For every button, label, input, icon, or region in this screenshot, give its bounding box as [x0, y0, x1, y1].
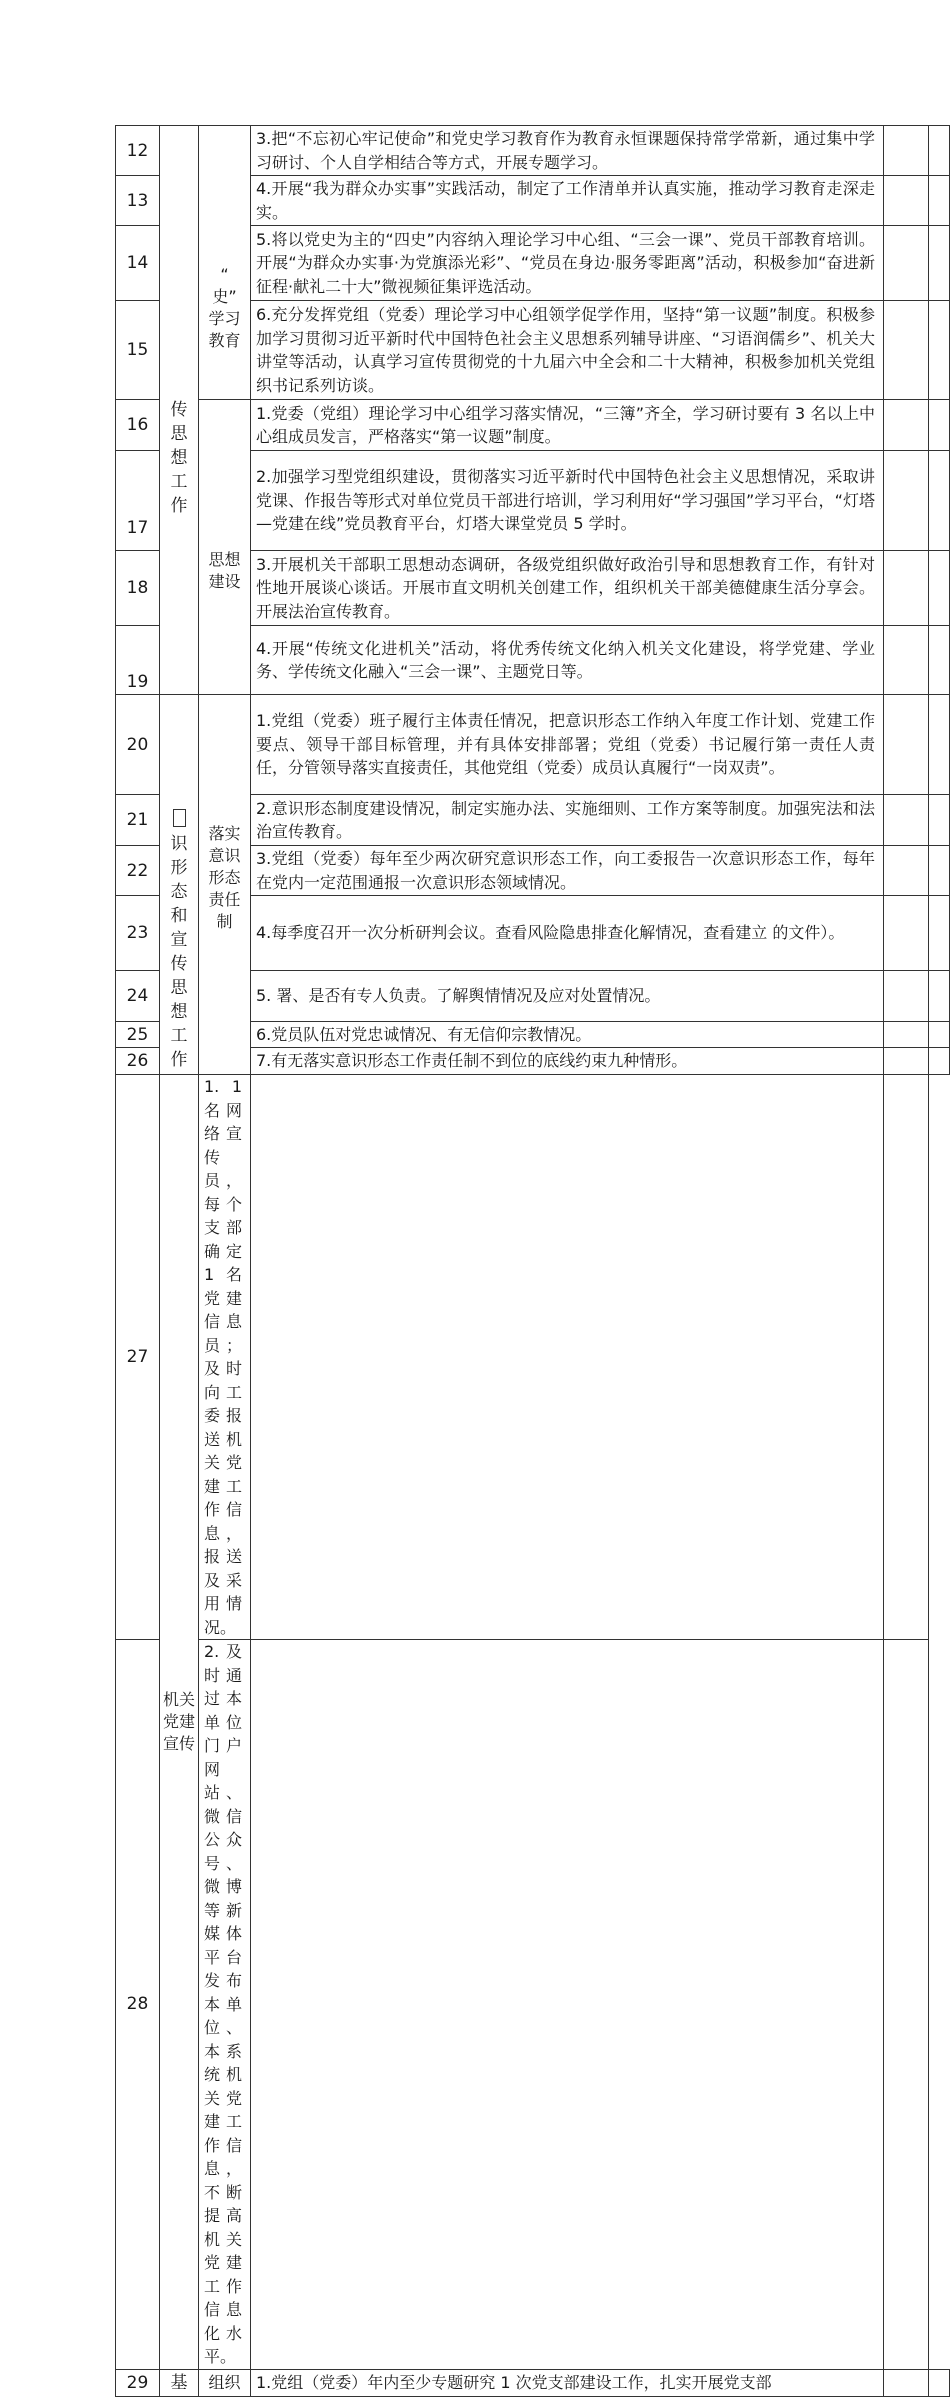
subcategory-line: 史”	[212, 286, 237, 306]
note-cell	[929, 971, 950, 1022]
row-number: 23	[116, 896, 160, 971]
score-cell	[884, 301, 929, 400]
row-number: 14	[116, 226, 160, 301]
row-number: 24	[116, 971, 160, 1022]
subcategory-line: 意识	[208, 846, 241, 865]
item-text: 2.意识形态制度建设情况，制定实施办法、实施细则、工作方案等制度。加强宪法和法治宣传教育。	[251, 795, 884, 846]
note-cell	[884, 1640, 929, 2370]
note-cell	[929, 176, 950, 226]
category-char: 宣	[170, 929, 188, 950]
row-number: 27	[116, 1075, 160, 1640]
item-text: 7.有无落实意识形态工作责任制不到位的底线约束九种情形。	[251, 1048, 884, 1075]
note-cell	[929, 695, 950, 795]
row-number: 28	[116, 1640, 160, 2370]
score-cell	[884, 971, 929, 1022]
subcategory-line: 机关	[162, 1689, 195, 1709]
row-number: 26	[116, 1048, 160, 1075]
item-text: 2.加强学习型党组织建设，贯彻落实习近平新时代中国特色社会主义思想情况，采取讲党课、作报告等形式对单位党员干部进行培训，学习利用好“学习强国”学习平台，“灯塔—党建在线”党员教育平台，灯塔大课堂党员 5 学时。	[251, 451, 884, 551]
note-cell	[929, 795, 950, 846]
item-text: 3.把“不忘初心牢记使命”和党史学习教育作为教育永恒课题保持常学常新，通过集中学习研讨、个人自学相结合等方式，开展专题学习。	[251, 126, 884, 176]
note-cell	[929, 626, 950, 695]
row-number: 17	[116, 451, 160, 551]
category-cell	[160, 126, 199, 695]
item-text: 4.每季度召开一次分析研判会议。查看风险隐患排查化解情况，查看建立 的文件）。	[251, 896, 884, 971]
row-number: 15	[116, 301, 160, 400]
category-char: 传	[170, 953, 188, 974]
category-char: 作	[170, 496, 188, 516]
item-text: 6.党员队伍对党忠诚情况、有无信仰宗教情况。	[251, 1022, 884, 1048]
subcategory-cell	[160, 1075, 199, 2370]
score-cell	[884, 126, 929, 176]
score-cell	[251, 1075, 884, 1640]
category-char: 识	[170, 833, 188, 854]
table-row	[116, 1640, 950, 2370]
row-number: 21	[116, 795, 160, 846]
note-cell	[929, 1022, 950, 1048]
row-number: 13	[116, 176, 160, 226]
category-char: 作	[170, 1049, 188, 1070]
category-char: 工	[170, 472, 188, 492]
note-cell	[929, 451, 950, 551]
row-number: 25	[116, 1022, 160, 1048]
score-cell	[884, 2369, 929, 2396]
score-cell	[251, 1640, 884, 2370]
item-text: 3.党组（党委）每年至少两次研究意识形态工作，向工委报告一次意识形态工作，每年在党内一定范围通报一次意识形态领域情况。	[251, 846, 884, 896]
item-text: 1.党组（党委）年内至少专题研究 1 次党支部建设工作，扎实开展党支部	[251, 2369, 884, 2396]
subcategory-cell: 组织	[199, 2369, 251, 2396]
category-char: 传	[170, 400, 188, 420]
table-row	[116, 2369, 950, 2396]
category-char: 思	[170, 424, 188, 444]
subcategory-line: 学习	[208, 308, 241, 328]
score-cell	[884, 795, 929, 846]
row-number: 20	[116, 695, 160, 795]
note-cell	[929, 126, 950, 176]
subcategory-line: 制	[216, 912, 233, 931]
score-cell	[884, 896, 929, 971]
score-cell	[884, 1022, 929, 1048]
note-cell	[929, 301, 950, 400]
note-cell	[929, 551, 950, 626]
score-cell	[884, 226, 929, 301]
table-row	[116, 1075, 950, 1640]
row-number: 12	[116, 126, 160, 176]
score-cell	[884, 1048, 929, 1075]
row-number: 18	[116, 551, 160, 626]
note-cell	[929, 2369, 950, 2396]
subcategory-line: 责任	[208, 890, 241, 909]
item-text: 3.开展机关干部职工思想动态调研，各级党组织做好政治引导和思想教育工作，有针对性地开展谈心谈话。开展市直文明机关创建工作，组织机关干部美德健康生活分享会。开展法治宣传教育。	[251, 551, 884, 626]
subcategory-line: 党建	[162, 1711, 195, 1731]
score-cell	[884, 846, 929, 896]
category-char: 思	[170, 977, 188, 998]
item-text: 4.开展“我为群众办实事”实践活动，制定了工作清单并认真实施，推动学习教育走深走实。	[251, 176, 884, 226]
item-text: 1.党委（党组）理论学习中心组学习落实情况，“三簿”齐全，学习研讨要有 3 名以上中心组成员发言，严格落实“第一议题”制度。	[251, 400, 884, 451]
note-cell	[929, 896, 950, 971]
note-cell	[884, 1075, 929, 1640]
inspection-table	[115, 125, 950, 2397]
score-cell	[884, 626, 929, 695]
category-char: 工	[170, 1025, 188, 1046]
table-row	[116, 400, 950, 451]
item-text: 1.党组（党委）班子履行主体责任情况，把意识形态工作纳入年度工作计划、党建工作要点、领导干部目标管理，并有具体安排部署；党组（党委）书记履行第一责任人责任，分管领导落实直接责任，其他党组（党委）成员认真履行“一岗双责”。	[251, 695, 884, 795]
category-cell	[160, 695, 199, 1075]
category-char: 想	[170, 448, 188, 468]
subcategory-cell	[199, 695, 251, 1075]
item-text: 4.开展“传统文化进机关”活动，将优秀传统文化纳入机关文化建设，将学党建、学业务、学传统文化融入“三会一课”、主题党日等。	[251, 626, 884, 695]
score-cell	[884, 695, 929, 795]
note-cell	[929, 1048, 950, 1075]
row-number: 16	[116, 400, 160, 451]
item-text: 6.充分发挥党组（党委）理论学习中心组领学促学作用，坚持“第一议题”制度。积极参加学习贯彻习近平新时代中国特色社会主义思想系列辅导讲座、“习语润儒乡”、机关大讲堂等活动，认真学习宣传贯彻党的十九届六中全会和二十大精神，积极参加机关党组织书记系列访谈。	[251, 301, 884, 400]
note-cell	[929, 400, 950, 451]
category-char: 形	[170, 857, 188, 878]
subcategory-line: 形态	[208, 868, 241, 887]
subcategory-line: “	[220, 264, 229, 284]
item-text: 5.将以党史为主的“四史”内容纳入理论学习中心组、“三会一课”、党员干部教育培训。开展“为群众办实事·为党旗添光彩”、“党员在身边·服务零距离”活动，积极参加“奋进新征程·献礼二十大”微视频征集评选活动。	[251, 226, 884, 301]
subcategory-line: 宣传	[162, 1733, 195, 1753]
item-text: 2.及时通过本单位门户网站、微信公众号、微博等新媒体平台发布本单位、本系统机关党建工作信息，不断提高机关党建工作信息化水平。	[199, 1640, 251, 2370]
row-number: 29	[116, 2369, 160, 2396]
row-number: 22	[116, 846, 160, 896]
table-row	[116, 126, 950, 176]
missing-glyph-box	[173, 809, 186, 827]
row-number: 19	[116, 626, 160, 695]
score-cell	[884, 551, 929, 626]
item-text: 1. 1 名网络宣传员，每个支部确定 1 名党建信息员；及时向工委报送机关党建工作信息，报送及采用情况。	[199, 1075, 251, 1640]
subcategory-cell	[199, 400, 251, 695]
score-cell	[884, 176, 929, 226]
category-cell: 基	[160, 2369, 199, 2396]
subcategory-cell	[199, 126, 251, 400]
note-cell	[929, 846, 950, 896]
subcategory-line: 思想	[208, 550, 241, 569]
category-char: 和	[170, 905, 188, 926]
table-row	[116, 695, 950, 795]
score-cell	[884, 400, 929, 451]
subcategory-line: 落实	[208, 824, 241, 843]
subcategory-line: 教育	[208, 330, 241, 350]
item-text: 5. 署、是否有专人负责。了解舆情情况及应对处置情况。	[251, 971, 884, 1022]
category-char: 态	[170, 881, 188, 902]
subcategory-line: 建设	[208, 572, 241, 591]
note-cell	[929, 226, 950, 301]
score-cell	[884, 451, 929, 551]
category-char: 想	[170, 1001, 188, 1022]
